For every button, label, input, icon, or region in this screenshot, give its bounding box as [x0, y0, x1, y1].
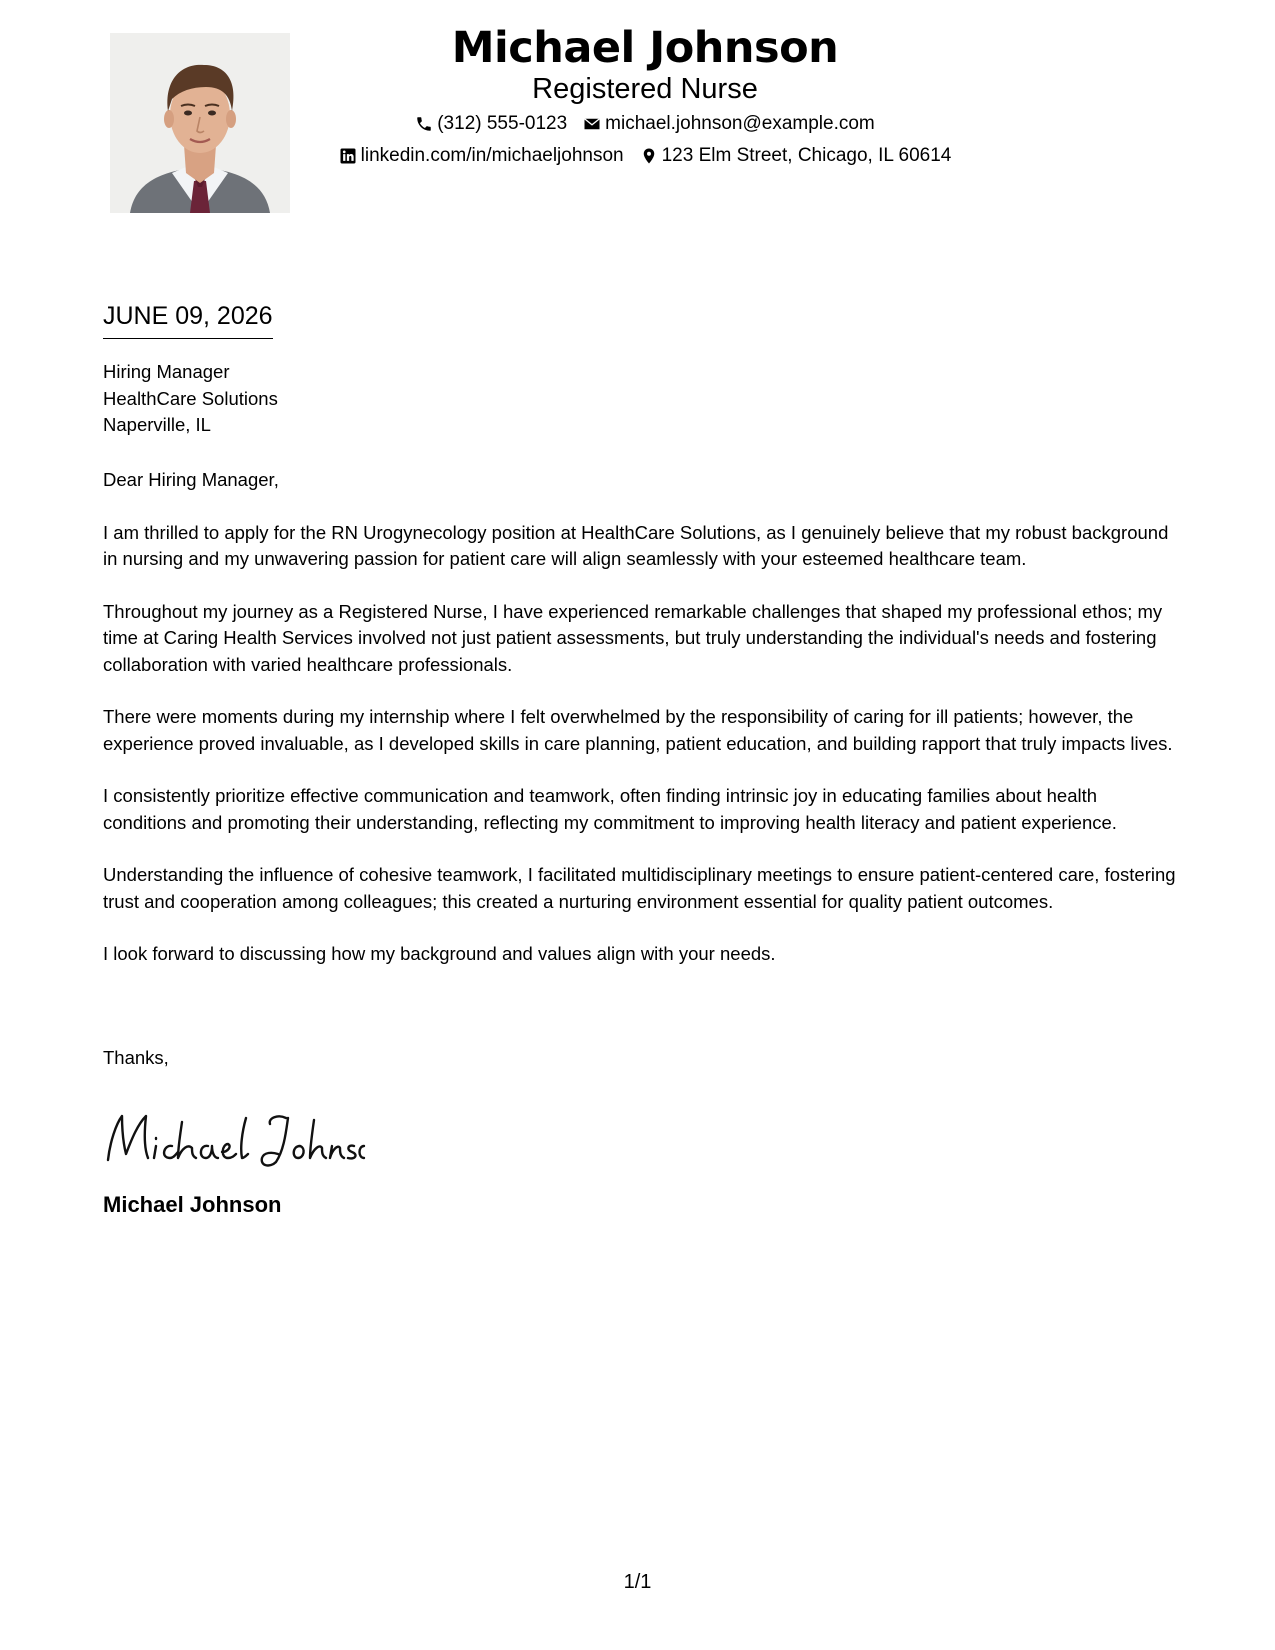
- applicant-title: Registered Nurse: [532, 73, 758, 105]
- recipient-company: HealthCare Solutions: [103, 387, 278, 409]
- contact-linkedin: [339, 144, 624, 168]
- linkedin-icon: [339, 147, 357, 165]
- body-paragraph: Understanding the influence of cohesive teamwork, I facilitated multidisciplinary meetings to ensure patient-centered care, fostering trust and cooperation among colleagues; this created a nurturing environment essential for quality patient outcomes.: [103, 864, 1176, 912]
- letter-header: [300, 22, 990, 168]
- recipient-location: Naperville, IL: [103, 414, 211, 435]
- contact-email: [583, 112, 875, 136]
- body-paragraph: Throughout my journey as a Registered Nurse, I have experienced remarkable challenges that shaped my professional ethos; my time at Caring Health Services involved not just patient assessments, but truly understanding the individual's needs and fostering collaboration with varied healthcare professionals.: [103, 600, 1163, 675]
- body-paragraph: I am thrilled to apply for the RN Urogynecology position at HealthCare Solutions, as I genuinely believe that my robust background in nursing and my unwavering passion for patient care will align seamlessly with your esteemed healthcare team.: [103, 521, 1169, 569]
- contact-row-secondary: [300, 144, 990, 168]
- street-address: 123 Elm Street, Chicago, IL 60614: [661, 145, 952, 166]
- letter-body: [103, 467, 1178, 994]
- body-paragraph: I consistently prioritize effective communication and teamwork, often finding intrinsic joy in educating families about health conditions and promoting their understanding, reflecting my commitment to improving health literacy and patient experience.: [103, 785, 1117, 833]
- applicant-name: Michael Johnson: [451, 23, 839, 73]
- map-pin-icon: [640, 147, 658, 165]
- phone-number: (312) 555-0123: [437, 113, 568, 134]
- avatar-portrait-icon: [110, 33, 290, 213]
- email-address: michael.johnson@example.com: [605, 113, 875, 134]
- body-paragraph: I look forward to discussing how my background and values align with your needs.: [103, 943, 776, 964]
- contact-row-primary: [300, 112, 990, 136]
- signer-name: Michael Johnson: [103, 1192, 282, 1217]
- salutation: Dear Hiring Manager,: [103, 469, 279, 490]
- linkedin-url: linkedin.com/in/michaeljohnson: [360, 145, 624, 166]
- recipient-block: [103, 359, 278, 439]
- contact-address: [640, 144, 952, 168]
- letter-date: JUNE 09, 2026: [103, 300, 273, 339]
- recipient-title: Hiring Manager: [103, 361, 230, 382]
- contact-phone: [415, 112, 567, 136]
- envelope-icon: [583, 115, 601, 133]
- closing-line: Thanks,: [103, 1047, 169, 1068]
- body-paragraph: There were moments during my internship where I felt overwhelmed by the responsibility of caring for ill patients; however, the experience proved invaluable, as I developed skills in care planning, patient education, and building rapport that truly impacts lives.: [103, 706, 1173, 754]
- phone-icon: [415, 115, 433, 133]
- profile-photo: [110, 33, 290, 213]
- page-number: 1/1: [623, 1571, 652, 1593]
- handwritten-signature: [100, 1102, 370, 1172]
